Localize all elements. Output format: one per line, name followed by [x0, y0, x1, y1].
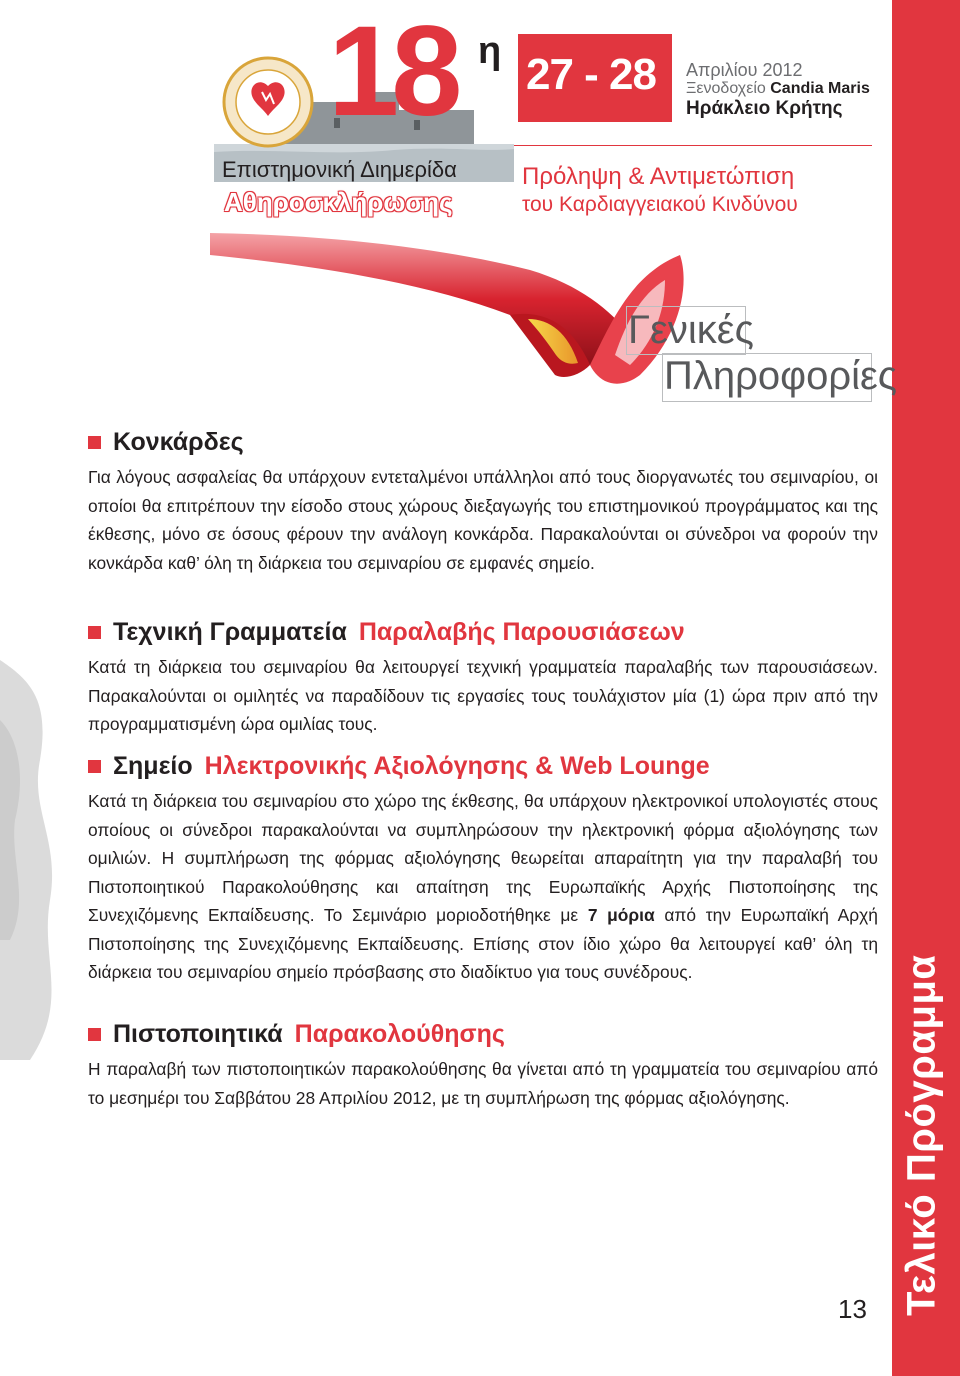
body-part-2: από την Ευρωπαϊκή Αρχή Πιστοποίησης της Συνεχιζόμενης Εκπαίδευσης. Επίσης στον ίδιο χώρο θα λειτουργεί καθ’ όλη τη διάρκεια του σεμιναρίου σημείο πρόσβασης στο διαδίκτυο για τους συνέδρους.	[88, 905, 878, 982]
credits-highlight: 7 μόρια	[587, 905, 655, 925]
month-year: Απριλίου 2012	[686, 60, 803, 80]
hotel-prefix: Ξενοδοχείο	[686, 80, 766, 97]
section-title-text: Τεχνική Γραμματεία	[113, 618, 347, 646]
sidebar-band	[892, 0, 960, 1376]
artery-illustration	[210, 215, 700, 395]
event-type: Επιστημονική Διημερίδα	[222, 157, 457, 182]
section-body: Η παραλαβή των πιστοποιητικών παρακολούθησης θα γίνεται από τη γραμματεία του σεμιναρίου από το μεσημέρι του Σαββάτου 28 Απριλίου 2012, με τη συμπλήρωση της φόρμας αξιολόγησης.	[88, 1059, 878, 1108]
header-divider	[514, 145, 872, 146]
hotel	[686, 80, 870, 98]
page-title-line-2: Πληροφορίες	[664, 354, 898, 398]
event-name: Αθηροσκλήρωσης	[224, 187, 453, 217]
square-bullet-icon	[88, 436, 101, 449]
hotel-name: Candia Maris	[770, 80, 870, 97]
section-presentation-desk	[88, 618, 878, 739]
section-title	[88, 752, 878, 781]
section-title	[88, 1020, 878, 1049]
section-body	[88, 787, 878, 987]
section-title-text: Πιστοποιητικά	[113, 1020, 283, 1048]
sidebar-label: Τελικό Πρόγραμμα	[899, 954, 944, 1316]
section-evaluation-lounge	[88, 752, 878, 987]
page-number: 13	[838, 1294, 867, 1324]
decorative-statue-image	[0, 640, 80, 1060]
event-dates: 27 - 28	[526, 50, 656, 99]
section-badges	[88, 428, 878, 577]
location: Ηράκλειο Κρήτης	[686, 98, 843, 119]
page-title-line-1: Γενικές	[628, 308, 754, 352]
section-body: Κατά τη διάρκεια του σεμιναρίου θα λειτουργεί τεχνική γραμματεία παραλαβής των παρουσιάσεων. Παρακαλούνται οι ομιλητές να παραδίδουν τις εργασίες τους τουλάχιστον μία (1) ώρα πριν από την προγραμματισμένη ώρα ομιλίας τους.	[88, 657, 878, 734]
section-title	[88, 618, 878, 647]
section-title-text: Σημείο	[113, 752, 193, 780]
theme-line-2: του Καρδιαγγειακού Κινδύνου	[522, 193, 798, 216]
square-bullet-icon	[88, 626, 101, 639]
body-part-1: Κατά τη διάρκεια του σεμιναρίου στο χώρο της έκθεσης, θα υπάρχουν ηλεκτρονικοί υπολογιστές στους οποίους οι σύνεδροι παρακαλούνται να συμπληρώσουν την ηλεκτρονική φόρμα αξιολόγησης των ομιλιών. Η συμπλήρωση της φόρμας αξιολόγησης θεωρείται απαραίτητη για την παραλαβή του Πιστοποιητικού Παρακολούθησης και απαίτηση της Ευρωπαϊκής Αρχής Πιστοποίησης της Συνεχιζόμενης Εκπαίδευσης. Το Σεμινάριο μοριοδοτήθηκε με	[88, 791, 878, 925]
section-title-text: Κονκάρδες	[113, 428, 244, 456]
square-bullet-icon	[88, 1028, 101, 1041]
edition-number: 18	[328, 0, 455, 143]
theme-line-1: Πρόληψη & Αντιμετώπιση	[522, 163, 795, 190]
section-title	[88, 428, 878, 457]
section-title-highlight: Παρακολούθησης	[294, 1020, 505, 1048]
section-title-highlight: Ηλεκτρονικής Αξιολόγησης & Web Lounge	[204, 752, 710, 780]
edition-suffix: η	[478, 30, 502, 72]
section-title-highlight: Παραλαβής Παρουσιάσεων	[358, 618, 685, 646]
square-bullet-icon	[88, 760, 101, 773]
section-body: Για λόγους ασφαλείας θα υπάρχουν εντεταλμένοι υπάλληλοι από τους διοργανωτές του σεμιναρίου, οι οποίοι θα επιτρέπουν την είσοδο στους χώρους διεξαγωγής του επιστημονικού προγράμματος και της έκθεσης, μόνο σε όσους φέρουν την ανάλογη κονκάρδα. Παρακαλούνται οι σύνεδροι να φορούν την κονκάρδα καθ’ όλη τη διάρκεια του σεμιναρίου σε εμφανές σημείο.	[88, 467, 878, 573]
section-certificates	[88, 1020, 878, 1112]
society-logo	[222, 56, 314, 148]
